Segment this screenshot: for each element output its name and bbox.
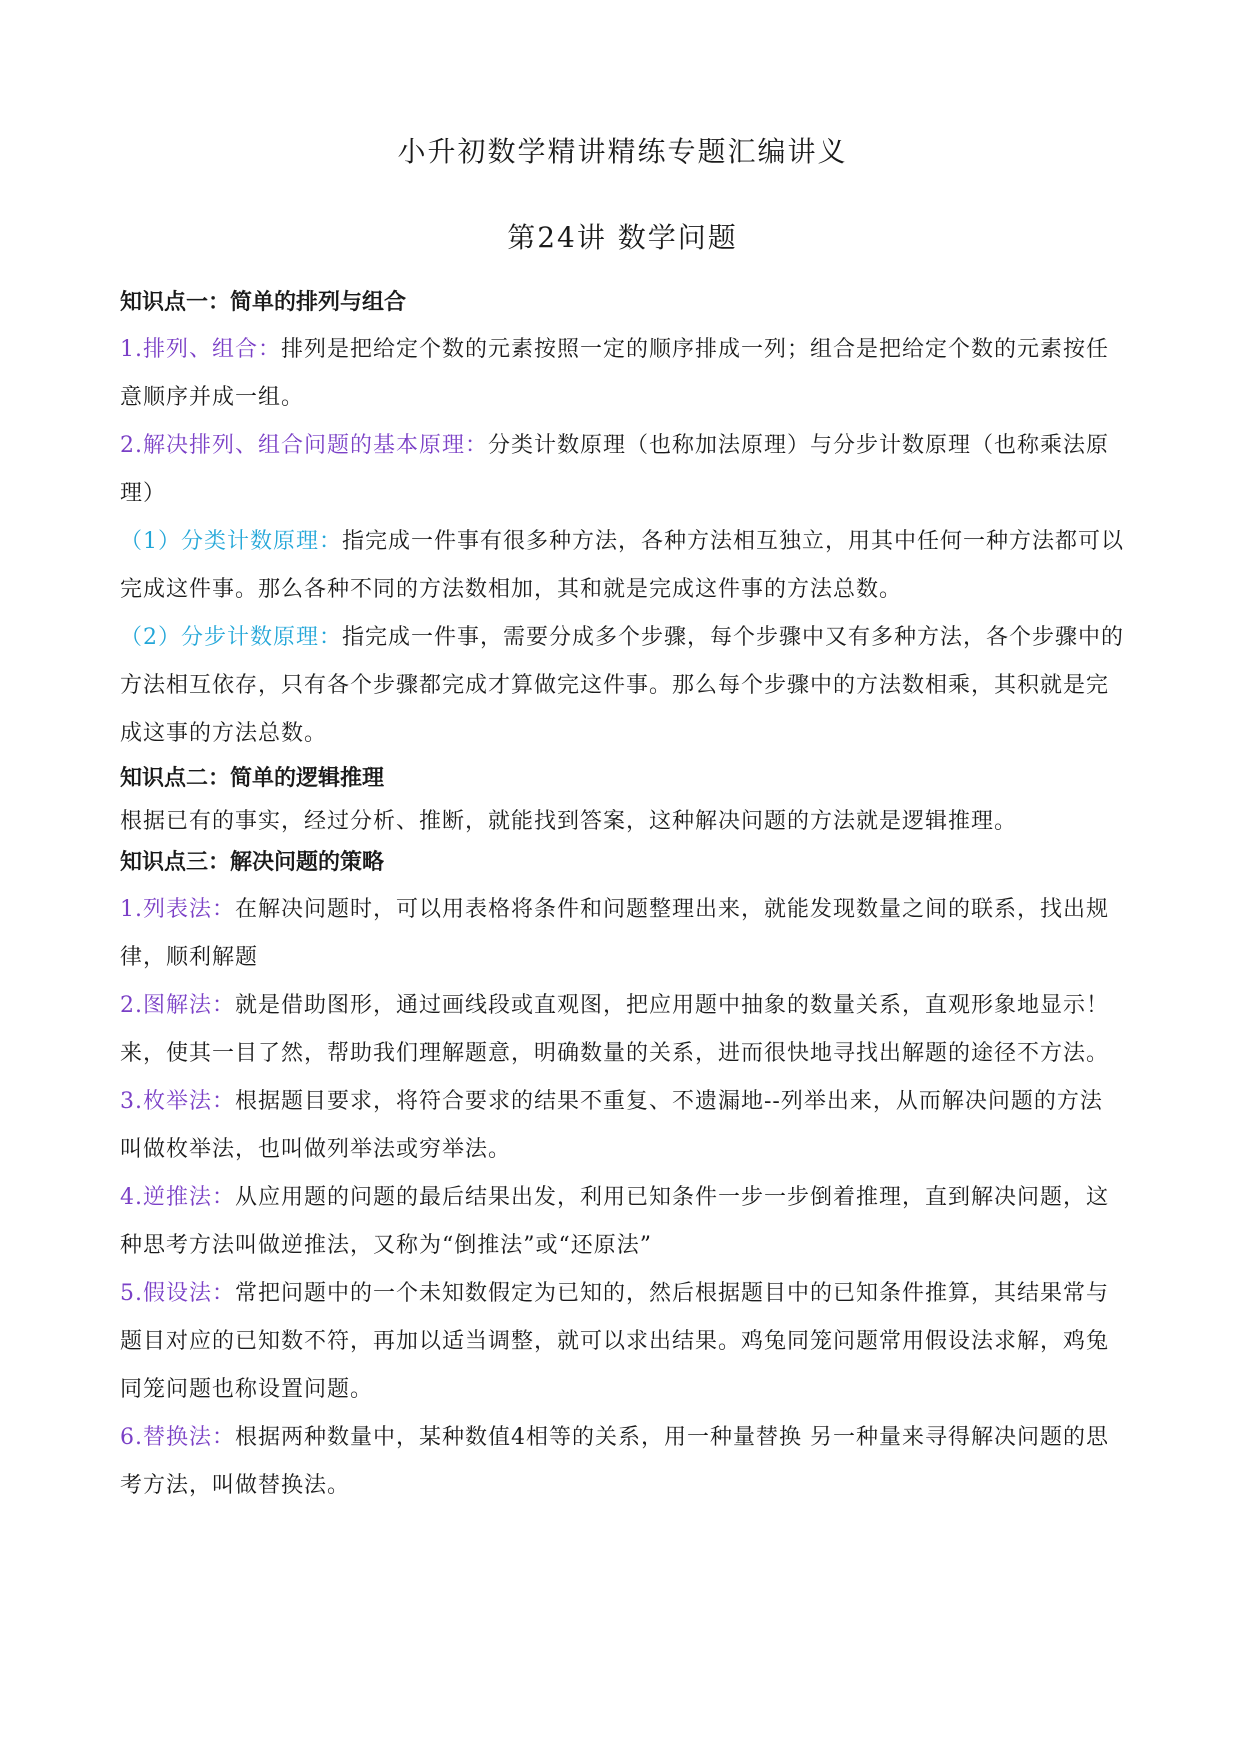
term-label: 4.逆推法： — [120, 1185, 235, 1210]
term-label: 3.枚举法： — [120, 1089, 235, 1114]
paragraph-diagram-method — [120, 982, 1125, 1078]
term-label: 2.图解法： — [120, 993, 235, 1018]
paragraph-table-method — [120, 886, 1125, 982]
paragraph-text: 分类计数原理（也称加法原理）与分步计数原理（也称乘法原理） — [120, 433, 1110, 506]
term-label: 5.假设法： — [120, 1281, 235, 1306]
term-label: （1）分类计数原理： — [120, 529, 342, 554]
paragraph-enumeration-method — [120, 1078, 1125, 1174]
paragraph-addition-principle — [120, 518, 1125, 614]
term-label: 1.列表法： — [120, 897, 235, 922]
paragraph-text: 排列是把给定个数的元素按照一定的顺序排成一列；组合是把给定个数的元素按任意顺序并成一组。 — [120, 337, 1110, 410]
section-heading-3: 知识点三：解决问题的策略 — [120, 850, 385, 875]
paragraph-text: 就是借助图形，通过画线段或直观图，把应用题中抽象的数量关系，直观形象地显示！来，使其一目了然，帮助我们理解题意，明确数量的关系，进而很快地寻找出解题的途径不方法。 — [120, 993, 1110, 1066]
paragraph-text: 根据题目要求，将符合要求的结果不重复、不遗漏地--列举出来，从而解决问题的方法叫做枚举法，也叫做列举法或穷举法。 — [120, 1089, 1103, 1162]
paragraph-multiplication-principle — [120, 614, 1125, 758]
paragraph-text: 指完成一件事有很多种方法，各种方法相互独立，用其中任何一种方法都可以完成这件事。那么各种不同的方法数相加，其和就是完成这件事的方法总数。 — [120, 529, 1125, 602]
term-label: 2.解决排列、组合问题的基本原理： — [120, 433, 488, 458]
paragraph-text: 从应用题的问题的最后结果出发，利用已知条件一步一步倒着推理，直到解决问题，这种思考方法叫做逆推法，又称为“倒推法”或“还原法” — [120, 1185, 1110, 1258]
paragraph-text: 根据两种数量中，某种数值4相等的关系，用一种量替换 另一种量来寻得解决问题的思考方法，叫做替换法。 — [120, 1425, 1109, 1498]
paragraph-permutation-combination — [120, 326, 1125, 422]
paragraph-assumption-method — [120, 1270, 1125, 1414]
paragraph-reverse-method — [120, 1174, 1125, 1270]
lecture-title: 第24讲 数学问题 — [507, 221, 738, 254]
paragraph-text: 常把问题中的一个未知数假定为已知的，然后根据题目中的已知条件推算，其结果常与题目对应的已知数不符，再加以适当调整，就可以求出结果。鸡兔同笼问题常用假设法求解，鸡兔同笼问题也称设置问题。 — [120, 1281, 1110, 1402]
document-title: 小升初数学精讲精练专题汇编讲义 — [397, 135, 848, 168]
term-label: 6.替换法： — [120, 1425, 235, 1450]
paragraph-logic-reasoning: 根据已有的事实，经过分析、推断，就能找到答案，这种解决问题的方法就是逻辑推理。 — [120, 809, 1018, 834]
paragraph-text: 在解决问题时，可以用表格将条件和问题整理出来，就能发现数量之间的联系，找出规律，顺利解题 — [120, 897, 1110, 970]
paragraph-text: 指完成一件事，需要分成多个步骤，每个步骤中又有多种方法，各个步骤中的方法相互依存，只有各个步骤都完成才算做完这件事。那么每个步骤中的方法数相乘，其积就是完成这事的方法总数。 — [120, 625, 1125, 746]
term-label: （2）分步计数原理： — [120, 625, 342, 650]
section-heading-2: 知识点二：简单的逻辑推理 — [120, 766, 385, 791]
paragraph-basic-principle — [120, 422, 1125, 518]
term-label: 1.排列、组合： — [120, 337, 281, 362]
document-page — [120, 0, 1125, 1510]
paragraph-substitution-method — [120, 1414, 1125, 1510]
section-heading-1: 知识点一：简单的排列与组合 — [120, 290, 407, 315]
